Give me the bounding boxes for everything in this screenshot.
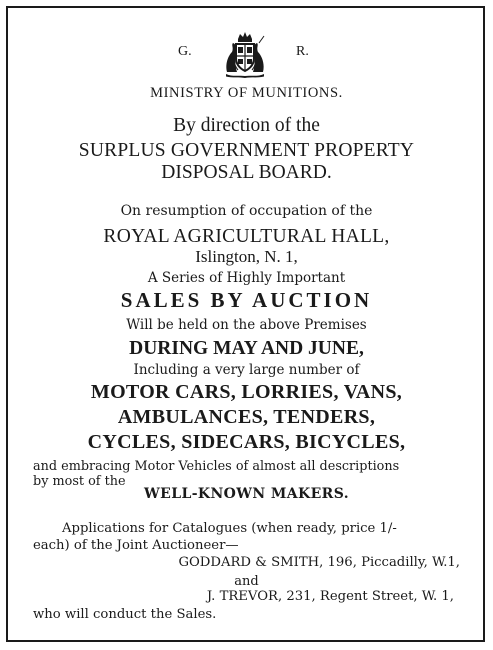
makers-heading: WELL-KNOWN MAKERS. <box>144 486 349 502</box>
sale-series: A Series of Highly Important <box>147 270 346 286</box>
cipher-letter-g: G. <box>178 44 192 59</box>
ministry-heading: MINISTRY OF MUNITIONS. <box>150 85 343 101</box>
authority-line-1: By direction of the <box>173 115 320 136</box>
venue-intro: On resumption of occupation of the <box>120 203 373 219</box>
royal-coat-of-arms-icon <box>222 30 268 78</box>
sale-premises: Will be held on the above Premises <box>126 317 367 333</box>
vehicle-list-line: CYCLES, SIDECARS, BICYCLES, <box>87 431 406 453</box>
vehicle-list-line: MOTOR CARS, LORRIES, VANS, <box>90 381 403 403</box>
closing-line: who will conduct the Sales. <box>33 607 217 622</box>
auctioneer-goddard-smith: GODDARD & SMITH, 196, Piccadilly, W.1, <box>178 555 460 570</box>
authority-line-2: SURPLUS GOVERNMENT PROPERTY <box>78 140 415 161</box>
description-line-1: and embracing Motor Vehicles of almost all descriptions <box>33 459 400 474</box>
vehicle-list-line: AMBULANCES, TENDERS, <box>117 406 376 428</box>
catalogue-line-2: each) of the Joint Auctioneer— <box>33 538 239 553</box>
authority-line-3: DISPOSAL BOARD. <box>161 162 332 183</box>
catalogue-line-1: Applications for Catalogues (when ready, price 1/- <box>62 521 397 536</box>
venue-address: Islington, N. 1, <box>195 247 298 266</box>
auctioneer-trevor: J. TREVOR, 231, Regent Street, W. 1, <box>206 589 454 604</box>
venue-hall: ROYAL AGRICULTURAL HALL, <box>103 226 390 247</box>
sale-dates: DURING MAY AND JUNE, <box>129 338 364 359</box>
description-line-2: by most of the <box>33 474 126 489</box>
sale-headline: SALES BY AUCTION <box>120 288 373 312</box>
auctioneer-conjunction: and <box>234 574 259 589</box>
sale-including: Including a very large number of <box>133 362 360 378</box>
cipher-letter-r: R. <box>296 44 309 59</box>
royal-cipher-row <box>0 30 493 80</box>
